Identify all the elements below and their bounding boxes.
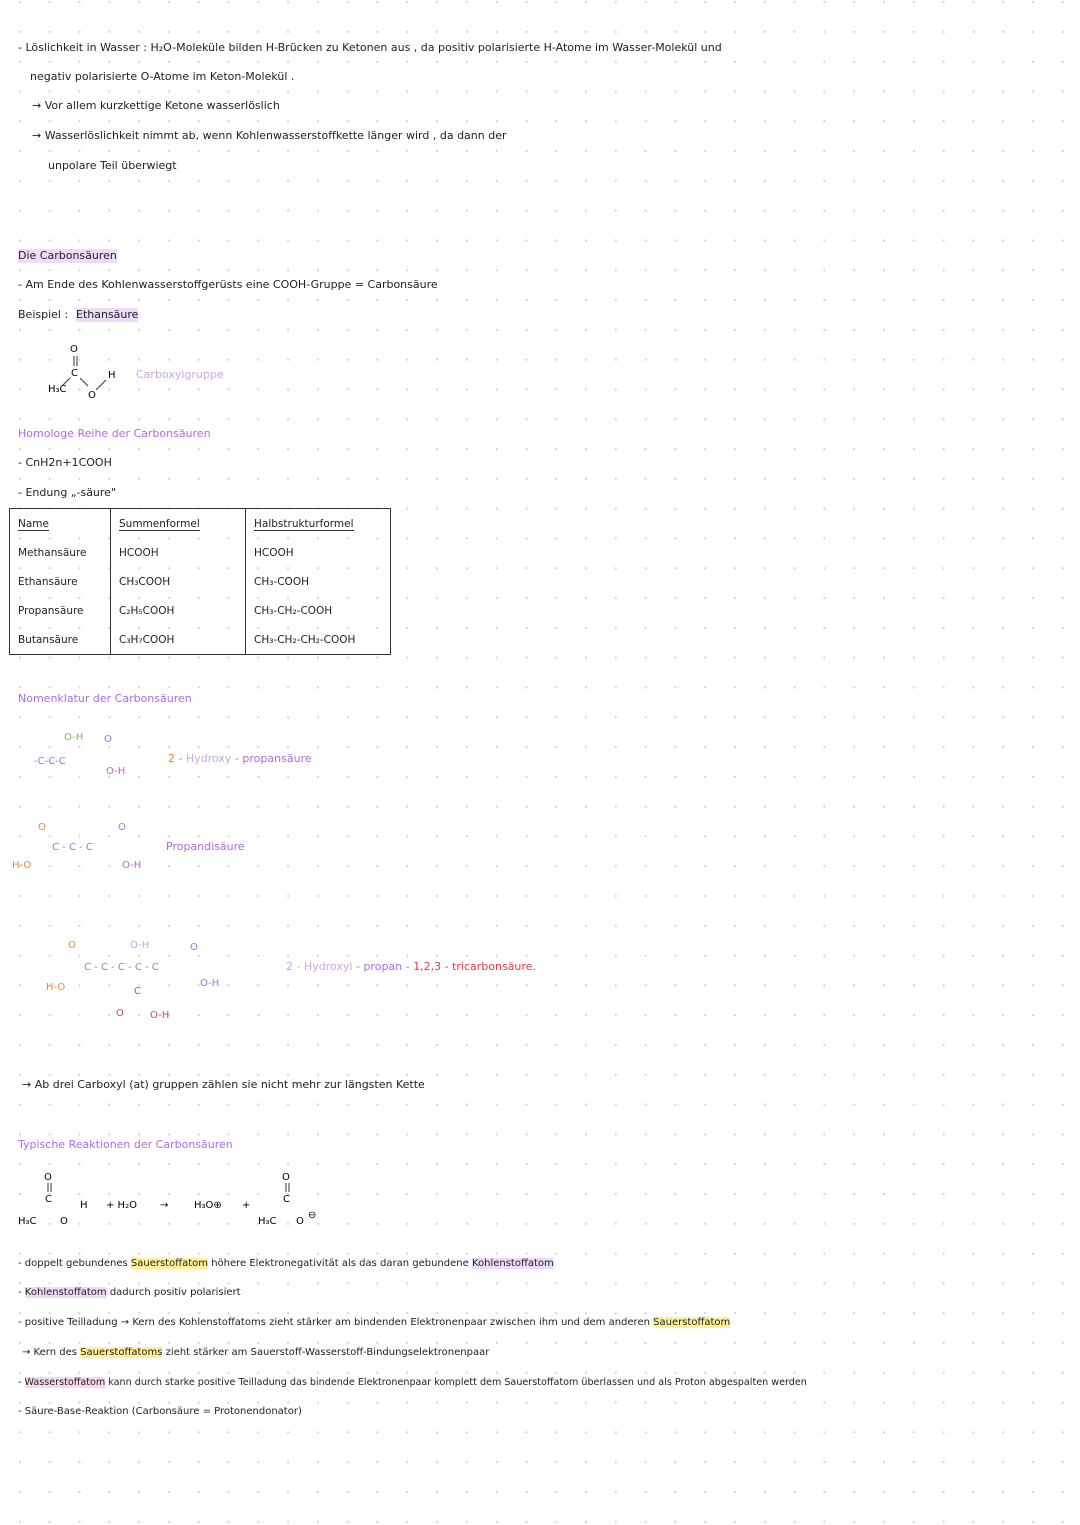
reaction-equation <box>16 1168 336 1233</box>
atom-ho: H-O <box>46 982 66 993</box>
solubility-line-5: unpolare Teil überwiegt <box>48 159 177 172</box>
table-row <box>10 567 391 596</box>
atom-ho: H-O <box>12 860 32 871</box>
name-1: 2 - Hydroxy - propansäure <box>168 752 312 765</box>
reaction-arrow: → <box>160 1200 169 1211</box>
cell: CH₃-CH₂-CH₂-COOH <box>246 625 391 655</box>
atom-oh-3: O-H <box>150 1010 170 1021</box>
homolog-table <box>9 508 391 655</box>
homolog-ending: - Endung „-säure" <box>18 486 117 499</box>
solubility-line-3: → Vor allem kurzkettige Ketone wasserlöslich <box>32 99 280 112</box>
cell: C₂H₅COOH <box>111 596 246 625</box>
atom-oh-2: O-H <box>200 978 220 989</box>
atom-ch3-2: H₃C <box>258 1216 277 1227</box>
chain: -C-C-C <box>34 756 66 767</box>
atom-o-2: O <box>190 942 198 953</box>
cell: Butansäure <box>10 625 111 655</box>
atom-o: O <box>70 344 78 355</box>
atom-c: C <box>45 1194 52 1205</box>
atom-o-3: O <box>116 1008 124 1019</box>
cell: Ethansäure <box>10 567 111 596</box>
nomenclature-heading: Nomenklatur der Carbonsäuren <box>18 692 192 705</box>
hydroxypropanoic-acid-structure <box>30 726 160 781</box>
atom-oh: O-H <box>130 940 150 951</box>
atom-c-2: C <box>283 1194 290 1205</box>
atom-h: H <box>108 370 116 381</box>
example-name: Ethansäure <box>76 308 139 321</box>
atom-o-2: O <box>60 1216 68 1227</box>
atom-h: H <box>80 1200 88 1211</box>
example-label: Beispiel : <box>18 308 69 321</box>
table-row <box>10 596 391 625</box>
atom-o-3: O <box>282 1172 290 1183</box>
nomenclature-note: → Ab drei Carboxyl (at) gruppen zählen sie nicht mehr zur längsten Kette <box>22 1078 425 1091</box>
hydronium: H₃O⊕ <box>194 1200 222 1211</box>
atom-c: C <box>71 368 78 379</box>
propanedioic-acid-structure <box>12 816 162 876</box>
reactions-heading: Typische Reaktionen der Carbonsäuren <box>18 1138 233 1151</box>
chain: C - C - C - C - C <box>84 962 159 973</box>
table-header-row <box>10 509 391 539</box>
chain: C - C - C <box>52 842 93 853</box>
atom-o-4: O <box>296 1216 304 1227</box>
cell: HCOOH <box>111 538 246 567</box>
minus-charge: ⊖ <box>308 1210 317 1221</box>
reaction-bullet-1: - doppelt gebundenes Sauerstoffatom höhere Elektronegativität als das daran gebundene Kohlenstoffatom <box>18 1258 554 1269</box>
atom-o: O <box>38 822 46 833</box>
atom-oh-2: O-H <box>106 766 126 777</box>
atom-ch3: H₃C <box>18 1216 37 1227</box>
header-sum-formula: Summenformel <box>111 509 246 539</box>
header-name: Name <box>10 509 111 539</box>
carboxyl-group-label: Carboxylgruppe <box>136 368 224 381</box>
name-2: Propandisäure <box>166 840 245 853</box>
cell: CH₃-CH₂-COOH <box>246 596 391 625</box>
reaction-bullet-3: - positive Teilladung → Kern des Kohlenstoffatoms zieht stärker am bindenden Elektronenpaar zwischen ihm und dem anderen Sauerstoffatom <box>18 1317 731 1328</box>
atom-o: O <box>68 940 76 951</box>
solubility-line-4: → Wasserlöslichkeit nimmt ab, wenn Kohlenwasserstoffkette länger wird , da dann der <box>32 129 507 142</box>
carboxylic-definition: - Am Ende des Kohlenwasserstoffgerüsts eine COOH-Gruppe = Carbonsäure <box>18 278 438 291</box>
table-row <box>10 625 391 655</box>
atom-o: O <box>44 1172 52 1183</box>
solubility-line-2: negativ polarisierte O-Atome im Keton-Molekül . <box>30 70 295 83</box>
cell: CH₃COOH <box>111 567 246 596</box>
reaction-bullet-6: - Säure-Base-Reaktion (Carbonsäure = Protonendonator) <box>18 1406 302 1417</box>
name-3: 2 - Hydroxyl - propan - 1,2,3 - tricarbonsäure. <box>286 960 536 973</box>
atom-o-2: O <box>118 822 126 833</box>
cell: HCOOH <box>246 538 391 567</box>
plus-sign: + <box>242 1200 251 1211</box>
carboxylic-heading: Die Carbonsäuren <box>18 249 117 262</box>
atom-ch3: H₃C <box>48 384 67 395</box>
atom-o: O <box>104 734 112 745</box>
homolog-heading: Homologe Reihe der Carbonsäuren <box>18 427 211 440</box>
cell: Methansäure <box>10 538 111 567</box>
cell: CH₃-COOH <box>246 567 391 596</box>
atom-oh: O-H <box>64 732 84 743</box>
homolog-formula: - CnH2n+1COOH <box>18 456 112 469</box>
reaction-bullet-4: → Kern des Sauerstoffatoms zieht stärker am Sauerstoff-Wasserstoff-Bindungselektronenpaar <box>22 1347 490 1358</box>
cell: C₃H₇COOH <box>111 625 246 655</box>
atom-o-2: O <box>88 390 96 401</box>
atom-oh: O-H <box>122 860 142 871</box>
header-half-structure: Halbstrukturformel <box>246 509 391 539</box>
atom-c: C <box>134 986 141 997</box>
solubility-line-1: - Löslichkeit in Wasser : H₂O-Moleküle bilden H-Brücken zu Ketonen aus , da positiv polarisierte H-Atome im Wasser-Molekül und <box>18 41 722 54</box>
reaction-bullet-2: - Kohlenstoffatom dadurch positiv polarisiert <box>18 1287 241 1298</box>
reaction-bullet-5: - Wasserstoffatom kann durch starke positive Teilladung das bindende Elektronenpaar komplett dem Sauerstoffatom überlassen und als Proton abgespalten werden <box>18 1377 807 1388</box>
plus-water: + H₂O <box>106 1200 137 1211</box>
cell: Propansäure <box>10 596 111 625</box>
citric-acid-structure <box>40 934 240 1024</box>
table-row <box>10 538 391 567</box>
